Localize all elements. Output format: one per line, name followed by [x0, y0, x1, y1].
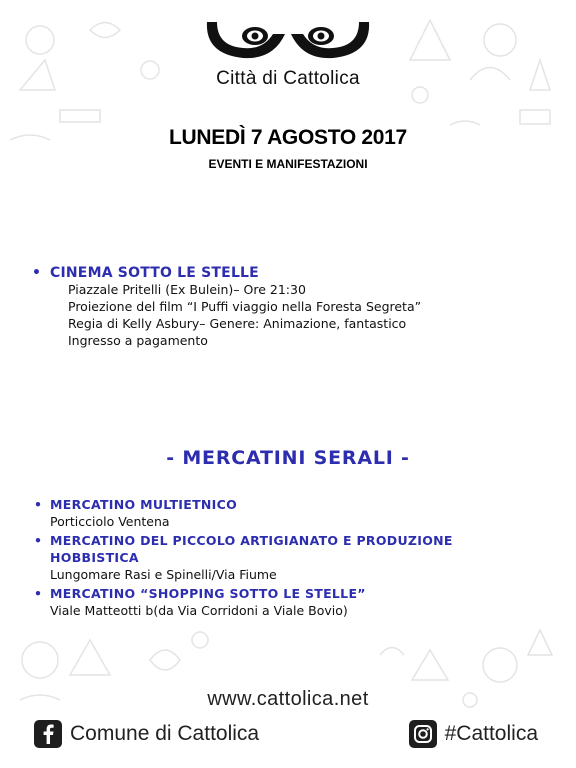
- bullet: •: [34, 533, 42, 548]
- event-ticket: Ingresso a pagamento: [68, 333, 208, 348]
- instagram-label: #Cattolica: [444, 722, 538, 745]
- facebook-link[interactable]: [34, 720, 259, 748]
- market-title: MERCATINO DEL PICCOLO ARTIGIANATO E PRODUZIONE: [50, 533, 453, 548]
- market-location: Viale Matteotti b(da Via Corridoni a Viale Bovio): [50, 603, 348, 618]
- market-location: Porticciolo Ventena: [50, 514, 170, 529]
- date-title: LUNEDÌ 7 AGOSTO 2017: [169, 126, 407, 149]
- bullet: •: [34, 586, 42, 601]
- bullet: •: [34, 497, 42, 512]
- list-item: [34, 585, 554, 619]
- event-title: CINEMA SOTTO LE STELLE: [50, 265, 259, 281]
- market-title: MERCATINO MULTIETNICO: [50, 497, 238, 512]
- instagram-link[interactable]: [409, 720, 538, 748]
- event-director-genre: Regia di Kelly Asbury– Genere: Animazione, fantastico: [68, 316, 407, 331]
- logo-text: Città di Cattolica: [216, 68, 360, 89]
- market-title-continued: HOBBISTICA: [50, 550, 139, 565]
- market-title: MERCATINO “SHOPPING SOTTO LE STELLE”: [50, 586, 366, 601]
- section-title: - MERCATINI SERALI -: [166, 447, 410, 469]
- instagram-icon: [409, 720, 437, 748]
- page-subtitle: EVENTI E MANIFESTAZIONI: [208, 157, 368, 171]
- event-details: [68, 281, 552, 349]
- bullet: •: [32, 265, 41, 281]
- event-location: Piazzale Pritelli (Ex Bulein)– Ore 21:30: [68, 282, 306, 297]
- market-location: Lungomare Rasi e Spinelli/Via Fiume: [50, 567, 277, 582]
- website-link[interactable]: www.cattolica.net: [207, 688, 369, 710]
- list-item: [34, 532, 554, 583]
- facebook-icon: [34, 720, 62, 748]
- markets-list: [34, 496, 554, 621]
- city-logo: [0, 14, 576, 90]
- facebook-label: Comune di Cattolica: [70, 722, 260, 745]
- cattolica-eyes-logo-icon: [203, 14, 373, 66]
- event-film: Proiezione del film “I Puffi viaggio nella Foresta Segreta”: [68, 299, 422, 314]
- event-cinema: [32, 265, 552, 349]
- list-item: [34, 496, 554, 530]
